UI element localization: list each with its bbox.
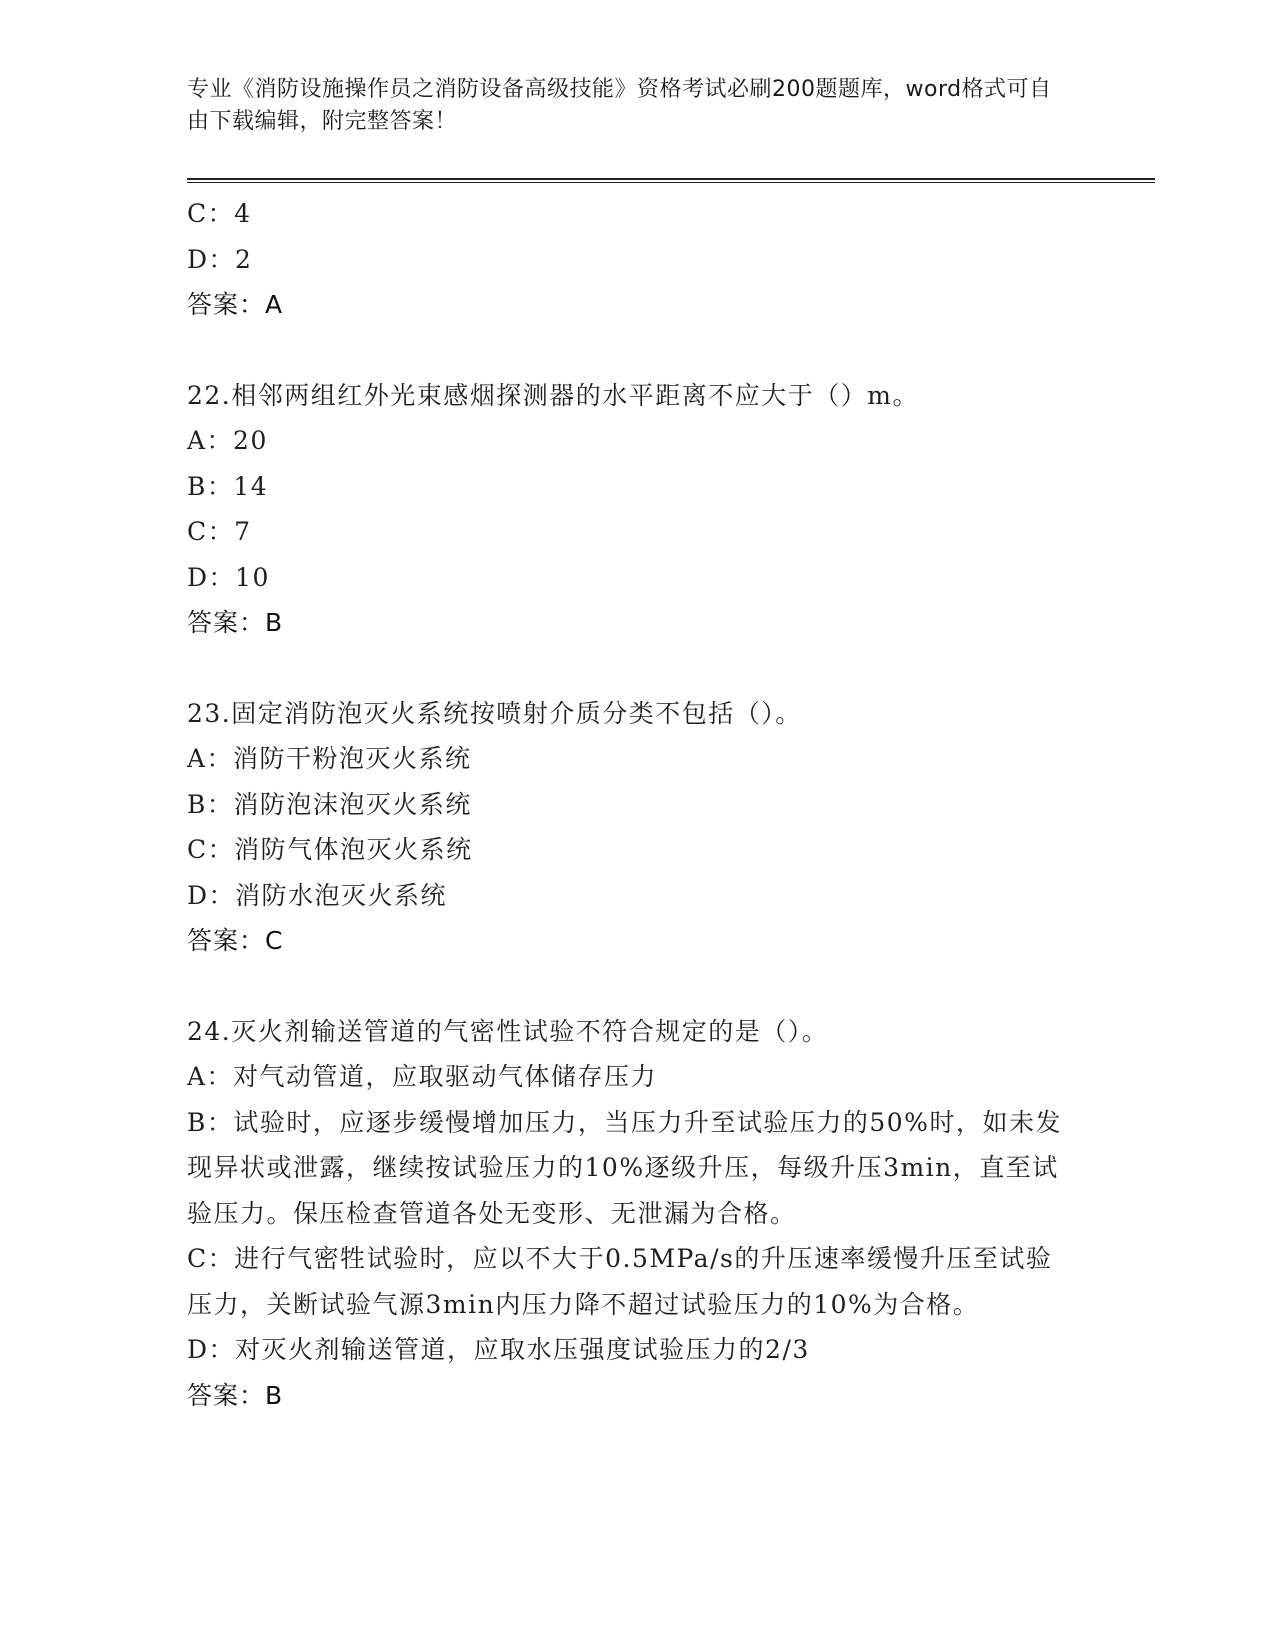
option-c: C：7	[187, 517, 252, 546]
answer-line: 答案：C	[187, 926, 284, 955]
header-divider	[187, 178, 1155, 183]
question-stem: 23.固定消防泡灭火系统按喷射介质分类不包括（）。	[187, 698, 802, 728]
option-a: A：20	[187, 426, 268, 455]
option-b: B：14	[187, 471, 269, 501]
option-c: C：进行气密牲试验时，应以不大于0.5MPa/s的升压速率缓慢升压至试验压力，关断试验气源3min内压力降不超过试验压力的10%为合格。	[187, 1244, 1053, 1319]
question-24	[187, 1009, 1087, 1419]
question-22	[187, 373, 1087, 646]
question-23	[187, 691, 1087, 964]
option-d: D：10	[187, 562, 270, 592]
option-d: D：消防水泡灭火系统	[187, 880, 448, 910]
option-d: D：2	[187, 244, 253, 274]
option-d: D：对灭火剂输送管道，应取水压强度试验压力的2/3	[187, 1335, 810, 1364]
option-c: C：4	[187, 199, 252, 228]
answer-line: 答案：A	[187, 290, 284, 319]
question-stem: 24.灭火剂输送管道的气密性试验不符合规定的是（）。	[187, 1016, 829, 1046]
answer-line: 答案：B	[187, 1380, 284, 1410]
option-a: A：对气动管道，应取驱动气体储存压力	[187, 1062, 658, 1091]
document-page	[187, 0, 1157, 1650]
question-stem: 22.相邻两组红外光束感烟探测器的水平距离不应大于（）m。	[187, 380, 919, 410]
previous-question-tail	[187, 191, 1087, 328]
option-b: B：试验时，应逐步缓慢增加压力，当压力升至试验压力的50%时，如未发现异状或泄露，继续按试验压力的10%逐级升压，每级升压3min，直至试验压力。保压检查管道各处无变形、无泄漏为合格。	[187, 1107, 1062, 1228]
option-a: A：消防干粉泡灭火系统	[187, 744, 472, 773]
option-b: B：消防泡沫泡灭火系统	[187, 789, 472, 819]
option-c: C：消防气体泡灭火系统	[187, 835, 473, 864]
document-header: 专业《消防设施操作员之消防设备高级技能》资格考试必刷200题题库，word格式可自由下载编辑，附完整答案！	[187, 77, 1052, 134]
document-body	[187, 191, 1087, 1418]
answer-line: 答案：B	[187, 608, 284, 637]
